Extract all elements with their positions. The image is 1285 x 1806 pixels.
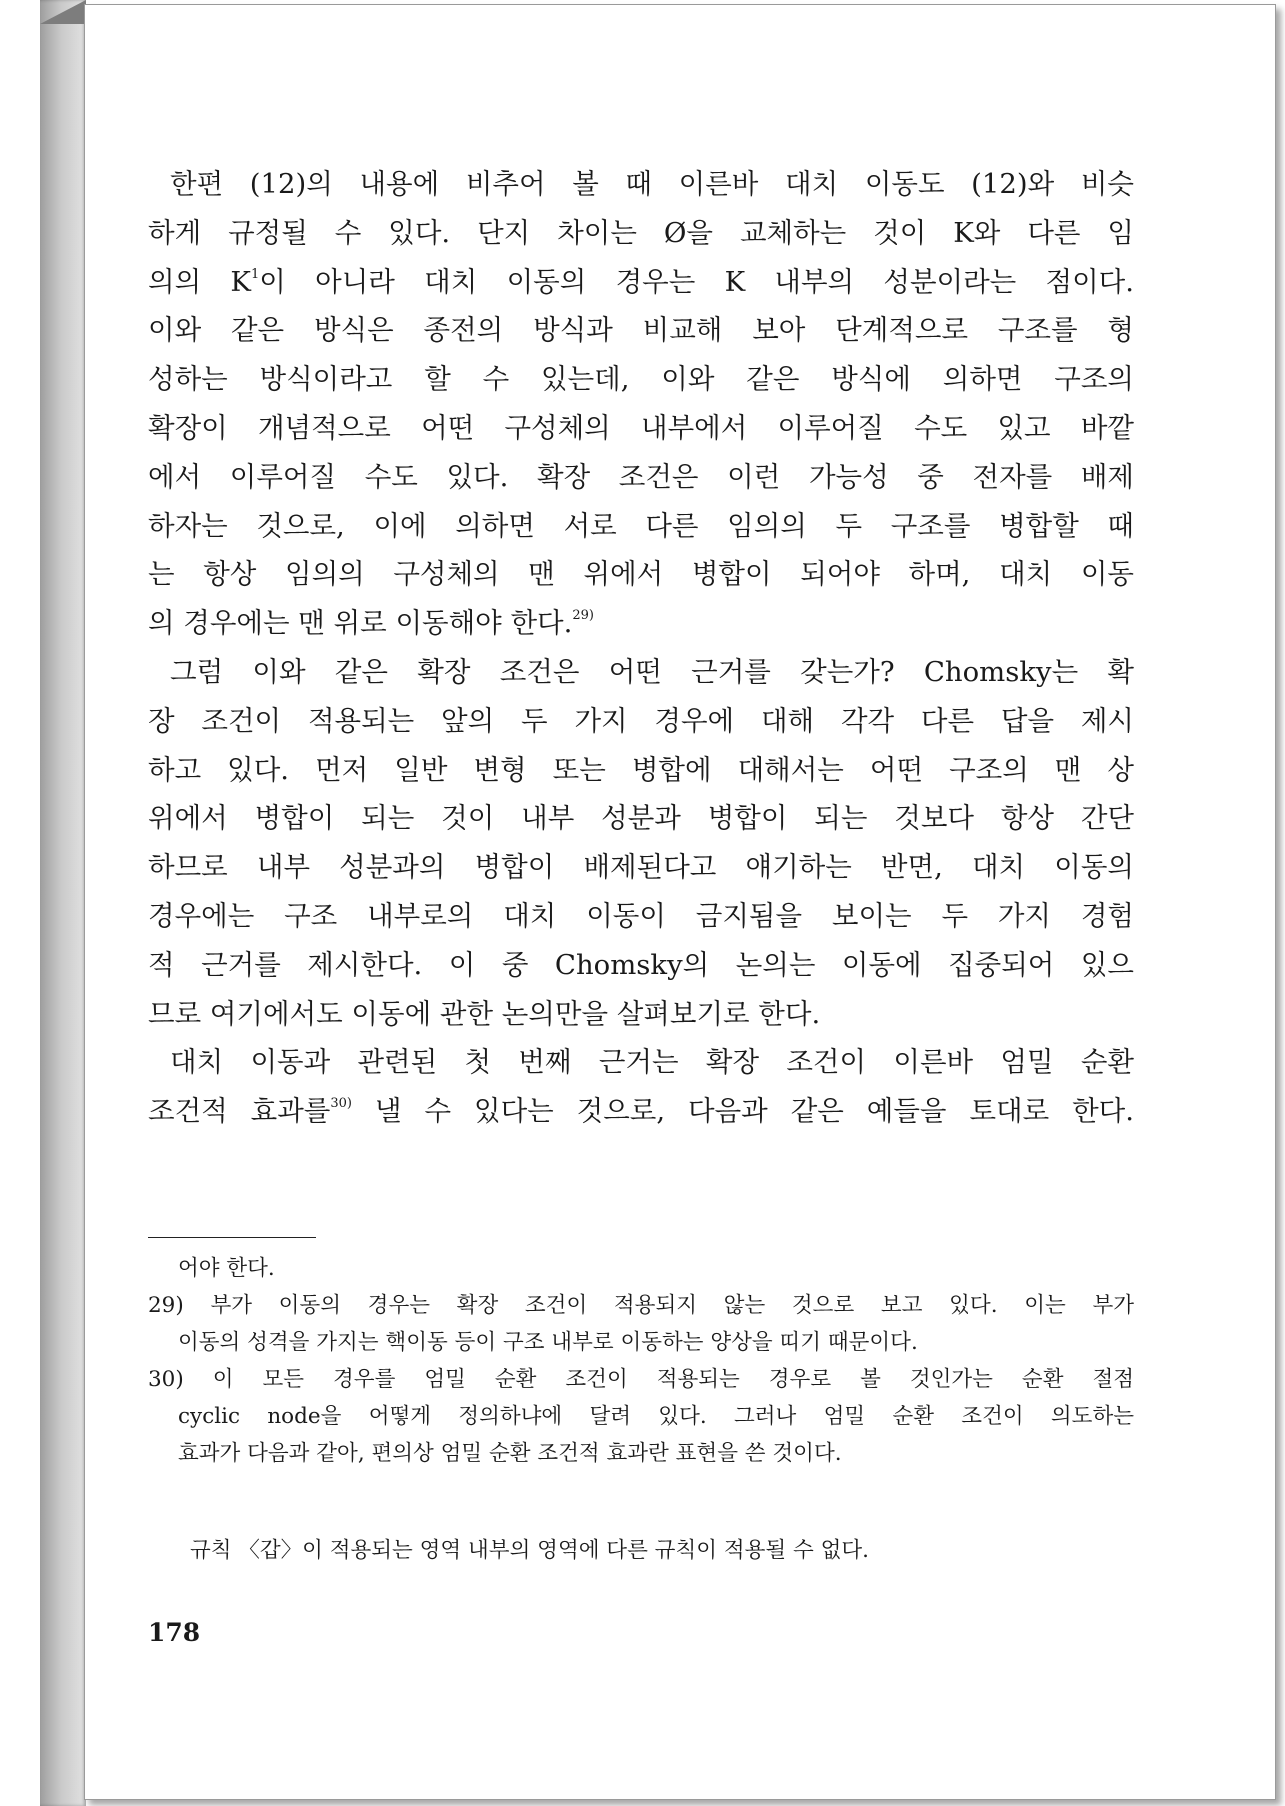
footnotes <box>148 1250 1134 1472</box>
superscript: 1 <box>250 266 260 282</box>
text-line: 하므로 내부 성분과의 병합이 배제된다고 얘기하는 반면, 대치 이동의 <box>148 851 1134 884</box>
text-line <box>148 599 1134 648</box>
text-line: 므로 여기에서도 이동에 관한 논의만을 살펴보기로 한다. <box>148 997 821 1030</box>
book-spine <box>40 0 86 1806</box>
text-fragment: 의 경우에는 맨 위로 이동해야 한다. <box>148 607 573 640</box>
footnote-rule-statement: 규칙 〈갑〉이 적용되는 영역 내부의 영역에 다른 규칙이 적용될 수 없다. <box>190 1538 869 1563</box>
text-line: 하고 있다. 먼저 일반 변형 또는 병합에 대해서는 어떤 구조의 맨 상 <box>148 753 1134 786</box>
footnote-line: 효과가 다음과 같아, 편의상 엄밀 순환 조건적 효과란 표현을 쓴 것이다. <box>178 1441 842 1466</box>
text-line <box>148 258 1134 307</box>
footnote-line: cyclic node을 어떻게 정의하냐에 달려 있다. 그러나 엄밀 순환 조건이 의도하는 <box>178 1404 1134 1429</box>
text-line <box>148 1087 1134 1136</box>
text-line: 대치 이동과 관련된 첫 번째 근거는 확장 조건이 이른바 엄밀 순환 <box>170 1046 1134 1079</box>
text-fragment: 조건적 효과를 <box>148 1095 331 1128</box>
footnote-30: 30) 이 모든 경우를 엄밀 순환 조건이 적용되는 경우로 볼 것인가는 순환 절점 <box>148 1367 1134 1392</box>
page-number: 178 <box>148 1618 201 1647</box>
text-fragment: 낼 수 있다는 것으로, 다음과 같은 예들을 토대로 한다. <box>351 1095 1134 1128</box>
text-line: 위에서 병합이 되는 것이 내부 성분과 병합이 되는 것보다 항상 간단 <box>148 802 1134 835</box>
footnote-29: 29) 부가 이동의 경우는 확장 조건이 적용되지 않는 것으로 보고 있다. 이는 부가 <box>148 1293 1134 1318</box>
footnote-line: 이동의 성격을 가지는 핵이동 등이 구조 내부로 이동하는 양상을 띠기 때문이다. <box>178 1330 918 1355</box>
text-line: 이와 같은 방식은 종전의 방식과 비교해 보아 단계적으로 구조를 형 <box>148 314 1134 347</box>
text-line: 확장이 개념적으로 어떤 구성체의 내부에서 이루어질 수도 있고 바깥 <box>148 411 1134 444</box>
footnote-line: 어야 한다. <box>178 1256 275 1281</box>
text-line: 는 항상 임의의 구성체의 맨 위에서 병합이 되어야 하며, 대치 이동 <box>148 558 1134 591</box>
text-line: 그럼 이와 같은 확장 조건은 어떤 근거를 갖는가? Chomsky는 확 <box>170 655 1134 688</box>
text-fragment: 이 아니라 대치 이동의 경우는 K 내부의 성분이라는 점이다. <box>259 265 1134 298</box>
text-line: 경우에는 구조 내부로의 대치 이동이 금지됨을 보이는 두 가지 경험 <box>148 899 1134 932</box>
text-line: 장 조건이 적용되는 앞의 두 가지 경우에 대해 각각 다른 답을 제시 <box>148 704 1134 737</box>
text-line: 하게 규정될 수 있다. 단지 차이는 Ø을 교체하는 것이 K와 다른 임 <box>148 216 1134 249</box>
text-line: 에서 이루어질 수도 있다. 확장 조건은 이런 가능성 중 전자를 배제 <box>148 460 1134 493</box>
body-text <box>148 160 1134 1136</box>
text-line: 하자는 것으로, 이에 의하면 서로 다른 임의의 두 구조를 병합할 때 <box>148 509 1134 542</box>
footnote-marker-30: 30) <box>330 1096 352 1112</box>
text-line: 성하는 방식이라고 할 수 있는데, 이와 같은 방식에 의하면 구조의 <box>148 363 1134 396</box>
text-line: 적 근거를 제시한다. 이 중 Chomsky의 논의는 이동에 집중되어 있으 <box>148 948 1134 981</box>
footnote-separator <box>148 1237 316 1238</box>
footnote-marker-29: 29) <box>572 608 594 624</box>
text-line: 한편 (12)의 내용에 비추어 볼 때 이른바 대치 이동도 (12)와 비슷 <box>170 168 1134 200</box>
text-fragment: 의의 K <box>148 265 251 298</box>
